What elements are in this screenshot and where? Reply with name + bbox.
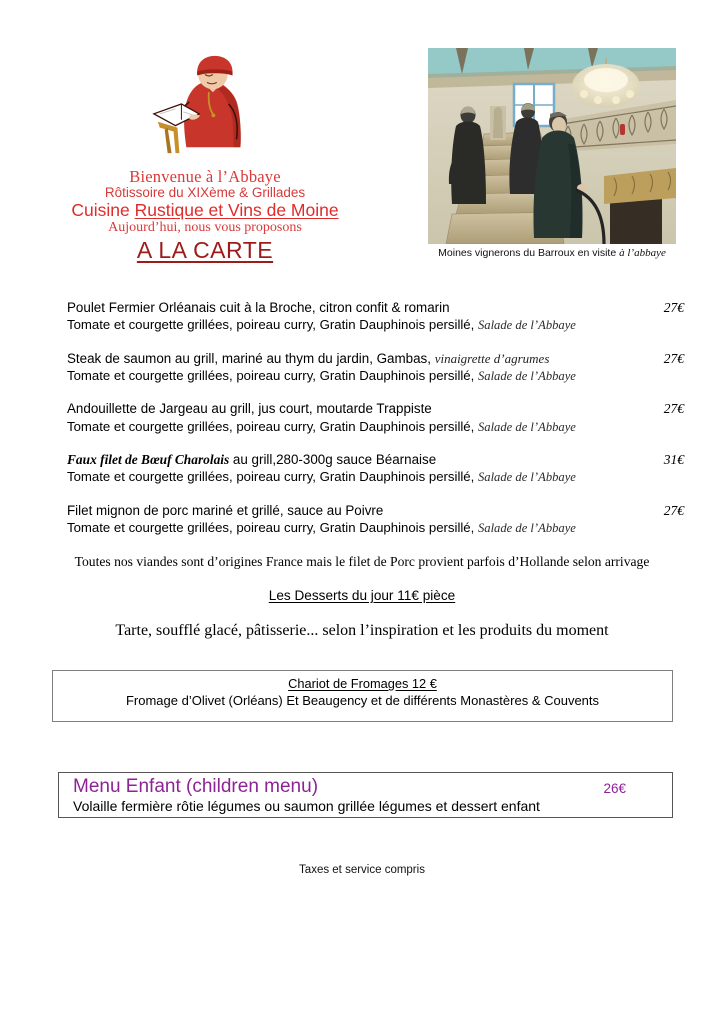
menu-item-name-italic: vinaigrette d’agrumes bbox=[434, 350, 550, 366]
monks-on-staircase-photo bbox=[428, 48, 676, 244]
menu-item bbox=[0, 351, 724, 385]
menu-item-name bbox=[67, 452, 684, 468]
cheese-title-text: Chariot de Fromages 12 € bbox=[288, 676, 437, 691]
children-menu-description: Volaille fermière rôtie légumes ou saumon grillée légumes et dessert enfant bbox=[73, 798, 540, 814]
welcome-text-block bbox=[35, 168, 375, 263]
menu-item-list bbox=[0, 300, 724, 554]
menu-item-name-text: au grill,280-300g sauce Béarnaise bbox=[229, 452, 437, 468]
children-menu-title: Menu Enfant (children menu) bbox=[73, 776, 319, 797]
cheese-description: Fromage d’Olivet (Orléans) Et Beaugency et de différents Monastères & Couvents bbox=[125, 693, 600, 708]
menu-item-name-text: Poulet Fermier Orléanais cuit à la Broche, citron confit & romarin bbox=[67, 300, 450, 315]
menu-item-name-text: Andouillette de Jargeau au grill, jus court, moutarde Trappiste bbox=[67, 401, 432, 417]
menu-item-garnish bbox=[67, 469, 684, 485]
menu-item-garnish-italic: Salade de l’Abbaye bbox=[477, 369, 576, 384]
menu-item-name bbox=[67, 401, 684, 417]
menu-item bbox=[0, 300, 724, 334]
a-la-carte-title: A LA CARTE bbox=[136, 236, 274, 263]
menu-item bbox=[0, 503, 724, 537]
photo-graphic bbox=[428, 48, 676, 244]
welcome-line-2: Rôtissoire du XIXème & Grillades bbox=[104, 185, 306, 201]
menu-header bbox=[0, 0, 724, 275]
menu-item-name-bold: Faux filet de Bœuf Charolais bbox=[67, 452, 230, 468]
menu-item-price: 27€ bbox=[663, 502, 684, 518]
meat-origin-note: Toutes nos viandes sont d’origines France mais le filet de Porc provient parfois d’Hollande selon arrivage bbox=[74, 554, 650, 569]
cheese-box bbox=[52, 670, 673, 722]
children-menu-box bbox=[58, 772, 673, 818]
menu-item-garnish-italic: Salade de l’Abbaye bbox=[477, 470, 576, 485]
menu-item-garnish bbox=[67, 520, 684, 536]
menu-item-garnish-text: Tomate et courgette grillées, poireau curry, Gratin Dauphinois persillé, bbox=[67, 368, 478, 384]
menu-item-garnish-text: Tomate et courgette grillées, poireau curry, Gratin Dauphinois persillé, bbox=[67, 317, 478, 333]
menu-item-price: 27€ bbox=[663, 300, 684, 315]
menu-item-name-text: Filet mignon de porc mariné et grillé, sauce au Poivre bbox=[67, 502, 384, 518]
desserts-title-text: Les Desserts du jour 11€ pièce bbox=[268, 588, 456, 603]
cheese-title bbox=[53, 676, 672, 691]
welcome-line-1: Bienvenue à l’Abbaye bbox=[129, 167, 281, 186]
photo-block bbox=[428, 48, 676, 259]
menu-item-name bbox=[67, 503, 684, 519]
children-menu-price: 26€ bbox=[603, 781, 626, 796]
menu-item-garnish-italic: Salade de l’Abbaye bbox=[477, 419, 576, 434]
menu-item-name-text: Steak de saumon au grill, mariné au thym du jardin, Gambas, bbox=[67, 350, 435, 366]
menu-item-garnish-text: Tomate et courgette grillées, poireau curry, Gratin Dauphinois persillé, bbox=[67, 469, 478, 485]
menu-item-garnish-italic: Salade de l’Abbaye bbox=[477, 318, 576, 333]
welcome-line-3-plain: Cuisine bbox=[71, 200, 135, 221]
menu-item-name bbox=[67, 300, 684, 316]
photo-caption bbox=[428, 247, 676, 259]
menu-item bbox=[0, 401, 724, 435]
menu-item-price: 27€ bbox=[663, 401, 684, 417]
welcome-line-3-underlined: Rustique et Vins de Moine bbox=[134, 200, 339, 221]
menu-item-price: 31€ bbox=[663, 452, 684, 468]
menu-item-garnish-text: Tomate et courgette grillées, poireau curry, Gratin Dauphinois persillé, bbox=[67, 520, 478, 536]
menu-item-garnish bbox=[67, 419, 684, 435]
menu-item bbox=[0, 452, 724, 486]
menu-item-garnish bbox=[67, 317, 684, 333]
menu-item-garnish bbox=[67, 368, 684, 384]
menu-item-name bbox=[67, 351, 684, 367]
welcome-line-3 bbox=[35, 201, 375, 219]
logo-block bbox=[55, 45, 355, 163]
photo-caption-italic: à l’abbaye bbox=[619, 247, 666, 259]
monk-reading-book-icon bbox=[146, 45, 264, 163]
welcome-line-4: Aujourd’hui, nous vous proposons bbox=[108, 220, 302, 236]
desserts-description: Tarte, soufflé glacé, pâtisserie... selon l’inspiration et les produits du moment bbox=[115, 622, 609, 639]
menu-item-garnish-italic: Salade de l’Abbaye bbox=[477, 521, 576, 536]
menu-item-price: 27€ bbox=[663, 350, 684, 366]
footer-note: Taxes et service compris bbox=[299, 864, 425, 876]
desserts-title bbox=[0, 588, 724, 603]
menu-item-garnish-text: Tomate et courgette grillées, poireau curry, Gratin Dauphinois persillé, bbox=[67, 418, 478, 434]
photo-caption-main: Moines vignerons du Barroux en visite bbox=[438, 247, 620, 259]
